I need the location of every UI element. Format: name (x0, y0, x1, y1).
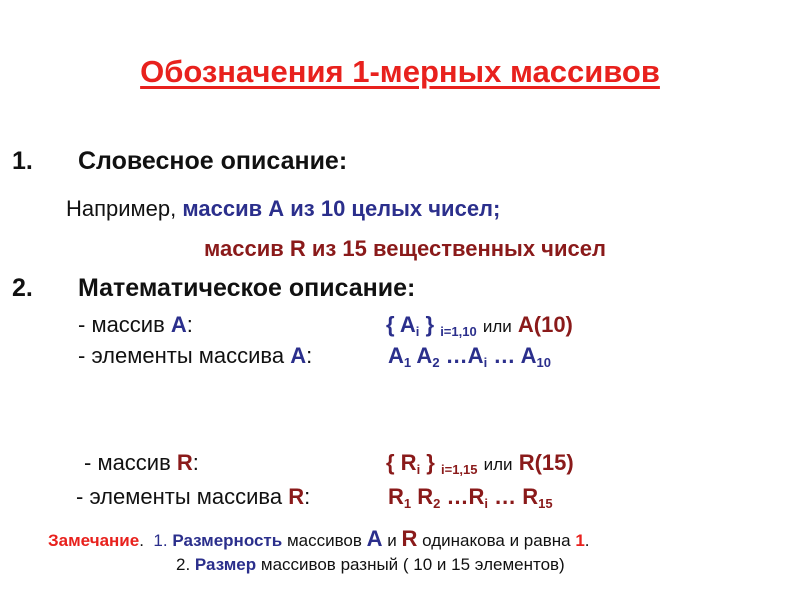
note-n1-tail: одинакова и равна (422, 531, 571, 550)
note-line-2 (176, 555, 565, 575)
array-r-name: R (176, 450, 193, 475)
note-n2: 2. (176, 555, 191, 574)
note-n2-bold: Размер (194, 555, 257, 574)
colon: : (304, 484, 311, 509)
section-2-title: Математическое описание: (78, 274, 416, 302)
array-r-formula (386, 450, 574, 476)
formula-alt: A(10) (517, 312, 573, 337)
example-a-line (66, 196, 500, 222)
section-2-number: 2. (12, 274, 33, 302)
el-sub: 2 (433, 496, 441, 511)
section-1-number: 1. (12, 147, 33, 175)
elements-r-name: R (288, 484, 305, 509)
formula-sub: i (416, 462, 421, 477)
elements-a-name: А (290, 343, 307, 368)
note-n1-bold: Размерность (172, 531, 283, 550)
el-sub: i (483, 355, 488, 370)
note-n1: 1. (153, 531, 168, 550)
el: …R (446, 484, 485, 509)
el: … R (494, 484, 539, 509)
formula-open: { R (386, 450, 417, 475)
array-a-prefix: - массив (78, 312, 165, 337)
elements-a-list (388, 343, 551, 369)
formula-close: } (420, 450, 435, 475)
page-title: Обозначения 1-мерных массивов (140, 54, 660, 89)
formula-range: i=1,15 (441, 462, 478, 477)
el-sub: 10 (536, 355, 551, 370)
formula-range: i=1,10 (440, 324, 477, 339)
el-sub: 2 (432, 355, 440, 370)
note-n1-end: . (584, 531, 590, 550)
el-sub: 1 (403, 355, 412, 370)
note-n1-a: А (366, 526, 383, 551)
elements-a-label (78, 343, 312, 369)
example-r: массив R из 15 вещественных чисел (204, 236, 606, 261)
el-sub: 15 (538, 496, 553, 511)
note-n1-text: массивов (286, 531, 362, 550)
formula-sub: i (415, 324, 420, 339)
note-label: Замечание (48, 531, 140, 550)
elements-r-list (388, 484, 553, 510)
el: R (388, 484, 404, 509)
section-1-title: Словесное описание: (78, 147, 348, 175)
el: A (388, 343, 404, 368)
el-sub: 1 (403, 496, 412, 511)
formula-alt: R(15) (518, 450, 574, 475)
note-n1-val: 1 (575, 531, 585, 550)
formula-or: или (483, 455, 513, 474)
elements-r-label (76, 484, 310, 510)
elements-a-prefix: - элементы массива (78, 343, 285, 368)
el-sub: i (484, 496, 489, 511)
array-a-label (78, 312, 193, 338)
array-a-formula (386, 312, 573, 338)
array-r-prefix: - массив (84, 450, 171, 475)
example-r-line (204, 236, 606, 262)
colon: : (306, 343, 313, 368)
array-r-label (84, 450, 199, 476)
note-n1-r: R (401, 526, 418, 551)
el: … A (493, 343, 537, 368)
note-n1-and: и (387, 531, 397, 550)
el: A (416, 343, 433, 368)
formula-open: { A (386, 312, 416, 337)
array-a-name: А (170, 312, 187, 337)
formula-close: } (419, 312, 435, 337)
example-a: массив А из 10 целых чисел; (182, 196, 501, 221)
el: R (417, 484, 434, 509)
example-prefix: Например, (66, 196, 177, 221)
elements-r-prefix: - элементы массива (76, 484, 283, 509)
colon: : (192, 450, 199, 475)
el: …A (445, 343, 484, 368)
note-dot: . (139, 531, 144, 550)
formula-or: или (482, 317, 512, 336)
colon: : (186, 312, 193, 337)
note-line-1 (48, 526, 590, 552)
note-n2-text: массивов разный ( 10 и 15 элементов) (260, 555, 565, 574)
